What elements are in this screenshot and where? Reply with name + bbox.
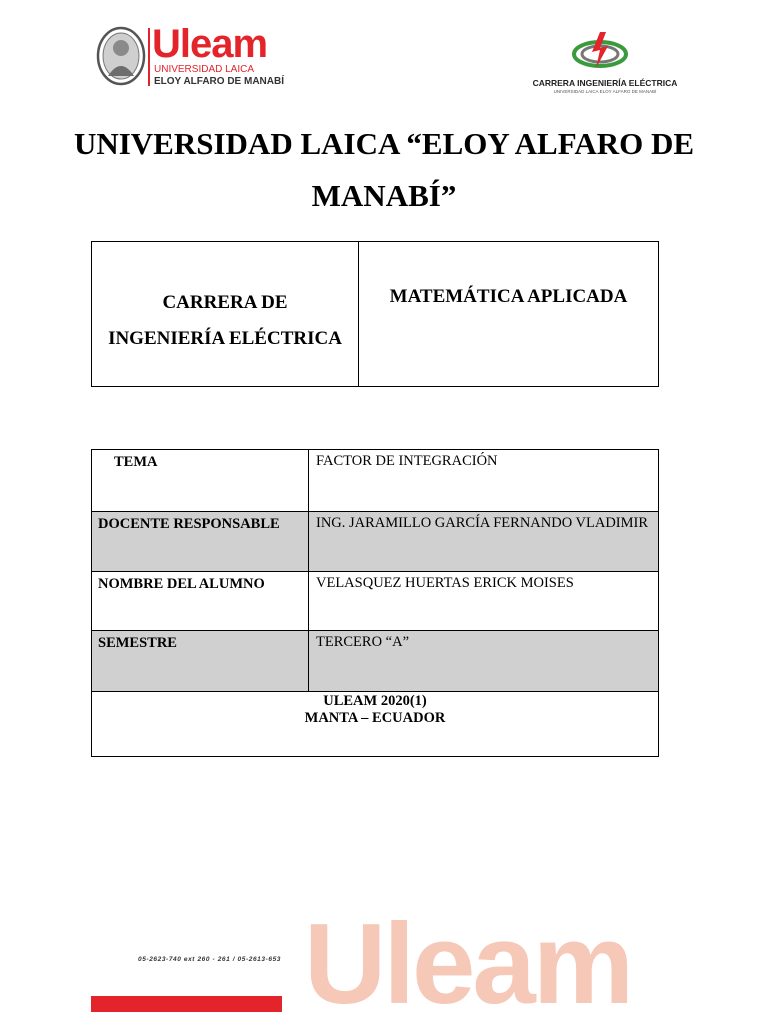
page-title	[60, 118, 708, 222]
footer-line1: ULEAM 2020(1)	[323, 693, 427, 709]
uleam-logo	[96, 22, 296, 92]
row-label: NOMBRE DEL ALUMNO	[92, 572, 309, 630]
career-name	[92, 285, 358, 357]
row-value: VELASQUEZ HUERTAS ERICK MOISES	[316, 575, 574, 591]
career-logo-subtitle: UNIVERSIDAD LAICA ELOY ALFARO DE MANABÍ	[553, 89, 657, 94]
table-row	[92, 572, 658, 631]
row-label: SEMESTRE	[92, 631, 309, 691]
phone-numbers: 05-2623-740 ext 260 - 261 / 05-2613-653	[138, 956, 282, 963]
row-value: TERCERO “A”	[316, 634, 410, 650]
table-footer	[92, 692, 658, 756]
row-label: TEMA	[92, 450, 309, 511]
info-table	[91, 449, 659, 757]
footer-line2: MANTA – ECUADOR	[304, 710, 446, 726]
uleam-watermark: Uleam	[304, 901, 632, 1028]
career-subject-box	[91, 241, 659, 387]
page-title-line2: MANABÍ”	[311, 178, 457, 213]
table-row	[92, 450, 658, 512]
lightning-emblem-icon	[570, 30, 630, 72]
subject-name: MATEMÁTICA APLICADA	[389, 286, 628, 307]
university-seal-icon	[96, 26, 146, 86]
table-row	[92, 631, 658, 692]
logo-divider	[148, 28, 150, 86]
box-divider	[358, 242, 359, 386]
uleam-logo-line1: UNIVERSIDAD LAICA	[154, 64, 255, 75]
career-line1: CARRERA DE	[162, 292, 288, 313]
row-label: DOCENTE RESPONSABLE	[92, 512, 309, 571]
table-row	[92, 512, 658, 572]
page-title-line1: UNIVERSIDAD LAICA “ELOY ALFARO DE	[73, 126, 695, 161]
row-value: FACTOR DE INTEGRACIÓN	[316, 453, 498, 469]
footer-red-bar	[91, 996, 282, 1012]
career-logo-title: CARRERA INGENIERÍA ELÉCTRICA	[532, 78, 678, 88]
career-line2: INGENIERÍA ELÉCTRICA	[108, 328, 342, 349]
row-value: ING. JARAMILLO GARCÍA FERNANDO VLADIMIR	[316, 515, 649, 531]
career-logo	[530, 30, 680, 100]
uleam-logo-line2: ELOY ALFARO DE MANABÍ	[154, 76, 285, 87]
uleam-logo-word: Uleam	[152, 22, 268, 66]
